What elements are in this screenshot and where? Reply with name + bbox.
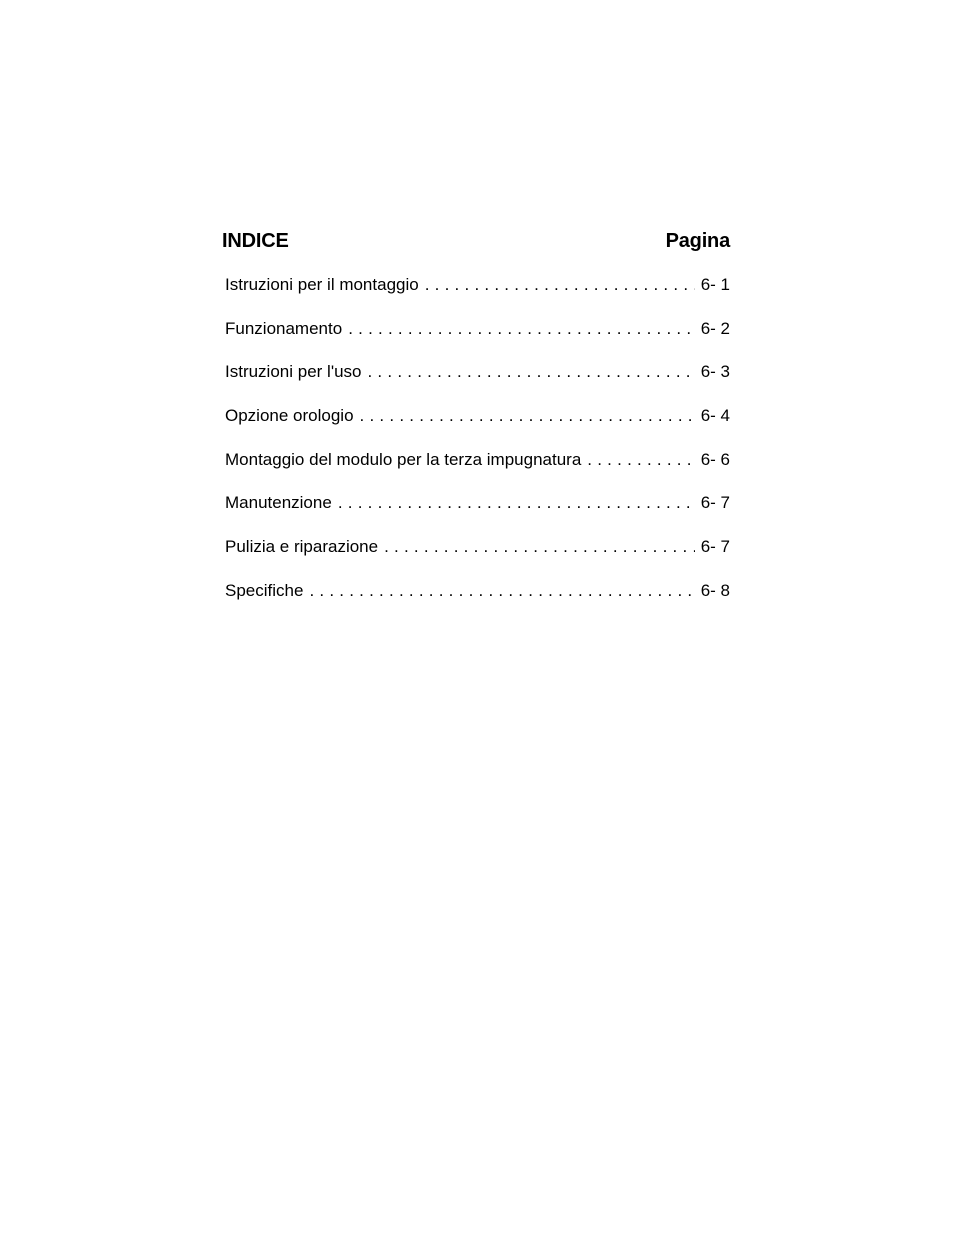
toc-entry: [225, 362, 730, 406]
toc-leader-dots: [309, 581, 694, 601]
toc-leader-dots: [384, 537, 695, 557]
toc-leader-dots: [367, 362, 694, 382]
toc-entry-page: 6- 3: [700, 362, 730, 382]
table-of-contents: [222, 230, 730, 625]
toc-entry-page: 6- 8: [700, 580, 730, 600]
toc-entry: [225, 319, 730, 363]
toc-entry-label: Specifiche: [225, 580, 304, 600]
toc-entry: [225, 406, 730, 450]
toc-leader-dots: [360, 406, 695, 426]
toc-leader-dots: [338, 493, 695, 513]
toc-page-heading: Pagina: [665, 230, 730, 252]
toc-entry-page: 6- 1: [700, 275, 730, 294]
toc-entry-label: Opzione orologio: [225, 406, 354, 426]
toc-entry-label: Funzionamento: [225, 318, 343, 338]
toc-leader-dots: [587, 450, 694, 470]
toc-entry-page: 6- 7: [700, 493, 730, 513]
toc-entry-label: Istruzioni per il montaggio: [225, 275, 419, 294]
toc-entry-page: 6- 7: [700, 537, 730, 557]
toc-entry-page: 6- 2: [700, 318, 730, 338]
toc-leader-dots: [348, 319, 695, 339]
toc-entry-page: 6- 4: [700, 406, 730, 426]
toc-entry: [225, 537, 730, 581]
toc-entry: [225, 493, 730, 537]
toc-list: [222, 275, 730, 625]
toc-entry-label: Istruzioni per l'uso: [225, 362, 362, 382]
toc-entry: [225, 450, 730, 494]
toc-entry: [225, 581, 730, 625]
toc-header: [222, 230, 730, 264]
toc-entry-label: Manutenzione: [225, 493, 332, 513]
toc-entry: [225, 275, 730, 319]
toc-entry-label: Pulizia e riparazione: [225, 537, 379, 557]
toc-entry-page: 6- 6: [700, 449, 730, 469]
toc-leader-dots: [425, 275, 695, 295]
toc-title: INDICE: [222, 230, 289, 252]
toc-entry-label: Montaggio del modulo per la terza impugnatura: [225, 449, 582, 469]
